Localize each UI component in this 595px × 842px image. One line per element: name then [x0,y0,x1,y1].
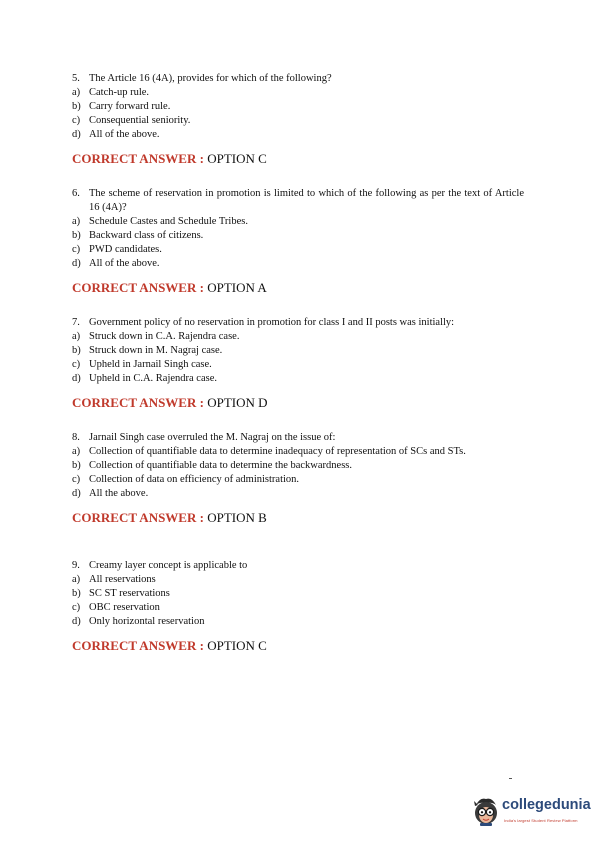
option-b: b) SC ST reservations [72,588,170,599]
correct-answer-label: CORRECT ANSWER : [72,638,204,653]
correct-answer-value: OPTION C [207,638,267,653]
correct-answer-value: OPTION A [207,280,267,295]
question-7 [72,316,524,411]
option-a: a) Struck down in C.A. Rajendra case. [72,331,240,342]
option-d: d) All of the above. [72,258,160,269]
question-8 [72,431,524,526]
correct-answer [72,638,524,654]
option-b: b) Backward class of citizens. [72,230,204,241]
option-b: b) Collection of quantifiable data to determine the backwardness. [72,460,352,471]
correct-answer-label: CORRECT ANSWER : [72,395,204,410]
owl-mascot-icon [472,796,500,826]
page-mark [509,778,512,779]
collegedunia-logo [470,794,591,830]
option-c: c) Consequential seniority. [72,115,191,126]
question-6 [72,187,524,296]
option-c: c) OBC reservation [72,602,160,613]
option-d: d) Upheld in C.A. Rajendra case. [72,373,218,384]
question-text: 8. Jarnail Singh case overruled the M. Nagraj on the issue of: [72,432,336,443]
option-d: d) Only horizontal reservation [72,616,205,627]
option-c: c) Upheld in Jarnail Singh case. [72,359,212,370]
correct-answer-value: OPTION D [207,395,268,410]
question-text: 5. The Article 16 (4A), provides for which of the following? [72,73,332,84]
correct-answer-label: CORRECT ANSWER : [72,280,204,295]
correct-answer-label: CORRECT ANSWER : [72,510,204,525]
correct-answer-value: OPTION C [207,151,267,166]
correct-answer [72,395,524,411]
option-a: a) Collection of quantifiable data to determine inadequacy of representation of SCs and STs. [72,446,466,457]
correct-answer [72,280,524,296]
question-text: 6. The scheme of reservation in promotion is limited to which of the following as per the text of Article 16 (4A)? [72,188,524,213]
correct-answer-label: CORRECT ANSWER : [72,151,204,166]
option-a: a) Schedule Castes and Schedule Tribes. [72,216,248,227]
logo-name: collegedunia [502,797,591,813]
correct-answer [72,510,524,526]
question-text: 9. Creamy layer concept is applicable to [72,560,248,571]
question-5 [72,72,524,167]
logo-tagline: India's largest Student Review Platform [504,818,578,823]
question-9 [72,559,524,654]
option-c: c) Collection of data on efficiency of administration. [72,474,300,485]
option-d: d) All of the above. [72,129,160,140]
correct-answer-value: OPTION B [207,510,267,525]
option-b: b) Struck down in M. Nagraj case. [72,345,223,356]
question-text: 7. Government policy of no reservation in promotion for class I and II posts was initially: [72,317,455,328]
option-d: d) All the above. [72,488,149,499]
correct-answer [72,151,524,167]
option-a: a) All reservations [72,574,156,585]
option-a: a) Catch-up rule. [72,87,150,98]
option-b: b) Carry forward rule. [72,101,171,112]
option-c: c) PWD candidates. [72,244,162,255]
